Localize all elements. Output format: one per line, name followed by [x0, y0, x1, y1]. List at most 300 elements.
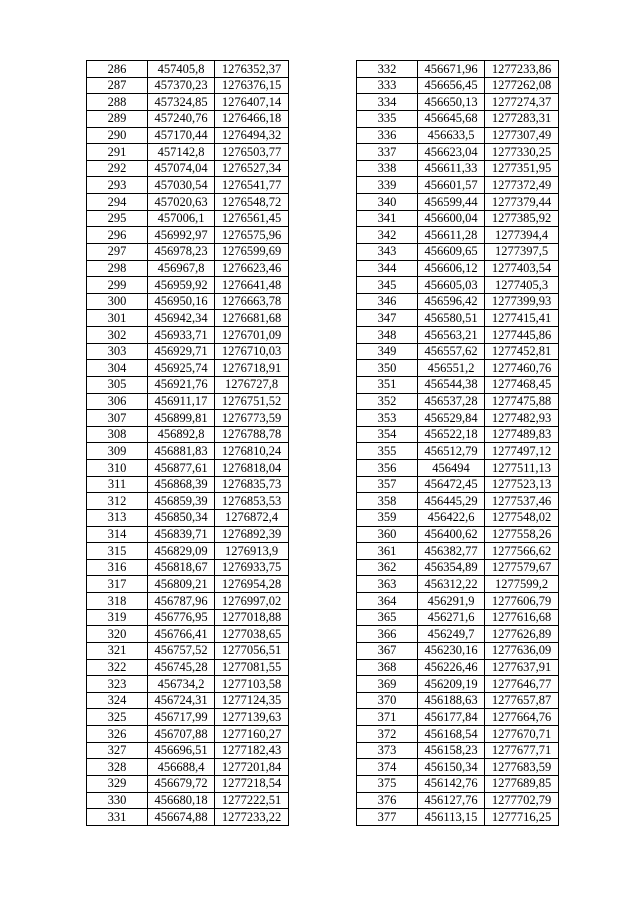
- y-coordinate-cell: 1277307,49: [485, 127, 559, 144]
- x-coordinate-cell: 456544,38: [418, 376, 485, 393]
- table-row: [357, 692, 559, 709]
- y-coordinate-cell: 1276641,48: [215, 277, 289, 294]
- table-row: [87, 593, 289, 610]
- x-coordinate-cell: 456188,63: [418, 692, 485, 709]
- table-row: [357, 676, 559, 693]
- table-row: [87, 559, 289, 576]
- x-coordinate-cell: 456291,9: [418, 593, 485, 610]
- x-coordinate-cell: 456209,19: [418, 676, 485, 693]
- point-number-cell: 319: [87, 609, 148, 626]
- table-row: [87, 509, 289, 526]
- x-coordinate-cell: 457324,85: [148, 94, 215, 111]
- y-coordinate-cell: 1277233,22: [215, 809, 289, 826]
- table-row: [87, 61, 289, 78]
- y-coordinate-cell: 1277677,71: [485, 742, 559, 759]
- y-coordinate-cell: 1277636,09: [485, 642, 559, 659]
- point-number-cell: 359: [357, 509, 418, 526]
- point-number-cell: 306: [87, 393, 148, 410]
- y-coordinate-cell: 1276376,15: [215, 77, 289, 94]
- point-number-cell: 290: [87, 127, 148, 144]
- point-number-cell: 316: [87, 559, 148, 576]
- table-row: [357, 77, 559, 94]
- table-row: [87, 792, 289, 809]
- point-number-cell: 318: [87, 593, 148, 610]
- point-number-cell: 334: [357, 94, 418, 111]
- table-row: [87, 526, 289, 543]
- y-coordinate-cell: 1277262,08: [485, 77, 559, 94]
- table-row: [357, 809, 559, 826]
- point-number-cell: 367: [357, 642, 418, 659]
- point-number-cell: 372: [357, 726, 418, 743]
- table-row: [357, 509, 559, 526]
- table-row: [87, 493, 289, 510]
- table-row: [87, 642, 289, 659]
- y-coordinate-cell: 1277379,44: [485, 194, 559, 211]
- table-row: [87, 443, 289, 460]
- point-number-cell: 365: [357, 609, 418, 626]
- x-coordinate-cell: 457006,1: [148, 210, 215, 227]
- x-coordinate-cell: 456271,6: [418, 609, 485, 626]
- point-number-cell: 286: [87, 61, 148, 78]
- point-number-cell: 370: [357, 692, 418, 709]
- x-coordinate-cell: 456950,16: [148, 293, 215, 310]
- y-coordinate-cell: 1277056,51: [215, 642, 289, 659]
- table-row: [87, 410, 289, 427]
- point-number-cell: 299: [87, 277, 148, 294]
- y-coordinate-cell: 1277548,02: [485, 509, 559, 526]
- table-row: [357, 110, 559, 127]
- table-row: [357, 642, 559, 659]
- table-row: [87, 227, 289, 244]
- y-coordinate-cell: 1276527,34: [215, 160, 289, 177]
- y-coordinate-cell: 1277394,4: [485, 227, 559, 244]
- x-coordinate-cell: 456599,44: [418, 194, 485, 211]
- x-coordinate-cell: 456230,16: [418, 642, 485, 659]
- table-row: [87, 277, 289, 294]
- table-row: [357, 376, 559, 393]
- coordinates-table-body: [87, 61, 289, 826]
- point-number-cell: 310: [87, 460, 148, 477]
- table-row: [357, 426, 559, 443]
- point-number-cell: 300: [87, 293, 148, 310]
- x-coordinate-cell: 456611,33: [418, 160, 485, 177]
- table-row: [87, 110, 289, 127]
- table-row: [357, 626, 559, 643]
- point-number-cell: 314: [87, 526, 148, 543]
- table-row: [87, 77, 289, 94]
- x-coordinate-cell: 456400,62: [418, 526, 485, 543]
- point-number-cell: 312: [87, 493, 148, 510]
- y-coordinate-cell: 1277689,85: [485, 775, 559, 792]
- table-row: [357, 726, 559, 743]
- x-coordinate-cell: 456717,99: [148, 709, 215, 726]
- x-coordinate-cell: 456850,34: [148, 509, 215, 526]
- point-number-cell: 342: [357, 227, 418, 244]
- table-row: [357, 94, 559, 111]
- table-row: [87, 726, 289, 743]
- x-coordinate-cell: 456354,89: [418, 559, 485, 576]
- table-row: [357, 493, 559, 510]
- y-coordinate-cell: 1277497,12: [485, 443, 559, 460]
- x-coordinate-cell: 456892,8: [148, 426, 215, 443]
- x-coordinate-cell: 456707,88: [148, 726, 215, 743]
- x-coordinate-cell: 456606,12: [418, 260, 485, 277]
- table-row: [87, 692, 289, 709]
- y-coordinate-cell: 1276818,04: [215, 460, 289, 477]
- point-number-cell: 293: [87, 177, 148, 194]
- table-row: [357, 709, 559, 726]
- table-row: [357, 243, 559, 260]
- table-row: [357, 410, 559, 427]
- table-row: [87, 393, 289, 410]
- x-coordinate-cell: 456745,28: [148, 659, 215, 676]
- y-coordinate-cell: 1277606,79: [485, 593, 559, 610]
- point-number-cell: 315: [87, 543, 148, 560]
- point-number-cell: 338: [357, 160, 418, 177]
- table-row: [357, 742, 559, 759]
- y-coordinate-cell: 1276710,03: [215, 343, 289, 360]
- y-coordinate-cell: 1277018,88: [215, 609, 289, 626]
- y-coordinate-cell: 1276718,91: [215, 360, 289, 377]
- table-row: [357, 194, 559, 211]
- x-coordinate-cell: 456113,15: [418, 809, 485, 826]
- point-number-cell: 374: [357, 759, 418, 776]
- y-coordinate-cell: 1277683,59: [485, 759, 559, 776]
- coordinates-table-body: [357, 61, 559, 826]
- x-coordinate-cell: 457240,76: [148, 110, 215, 127]
- x-coordinate-cell: 456158,23: [418, 742, 485, 759]
- y-coordinate-cell: 1276788,78: [215, 426, 289, 443]
- x-coordinate-cell: 456674,88: [148, 809, 215, 826]
- table-row: [357, 393, 559, 410]
- point-number-cell: 353: [357, 410, 418, 427]
- table-row: [87, 626, 289, 643]
- x-coordinate-cell: 456580,51: [418, 310, 485, 327]
- point-number-cell: 368: [357, 659, 418, 676]
- point-number-cell: 341: [357, 210, 418, 227]
- y-coordinate-cell: 1276853,53: [215, 493, 289, 510]
- y-coordinate-cell: 1277579,67: [485, 559, 559, 576]
- y-coordinate-cell: 1276954,28: [215, 576, 289, 593]
- point-number-cell: 349: [357, 343, 418, 360]
- point-number-cell: 327: [87, 742, 148, 759]
- table-row: [357, 526, 559, 543]
- y-coordinate-cell: 1276872,4: [215, 509, 289, 526]
- y-coordinate-cell: 1277664,76: [485, 709, 559, 726]
- x-coordinate-cell: 456645,68: [418, 110, 485, 127]
- y-coordinate-cell: 1276663,78: [215, 293, 289, 310]
- point-number-cell: 376: [357, 792, 418, 809]
- x-coordinate-cell: 456249,7: [418, 626, 485, 643]
- x-coordinate-cell: 456818,67: [148, 559, 215, 576]
- point-number-cell: 322: [87, 659, 148, 676]
- table-row: [357, 609, 559, 626]
- y-coordinate-cell: 1277566,62: [485, 543, 559, 560]
- point-number-cell: 305: [87, 376, 148, 393]
- y-coordinate-cell: 1276623,46: [215, 260, 289, 277]
- table-row: [87, 576, 289, 593]
- point-number-cell: 343: [357, 243, 418, 260]
- x-coordinate-cell: 456529,84: [418, 410, 485, 427]
- y-coordinate-cell: 1276466,18: [215, 110, 289, 127]
- y-coordinate-cell: 1277372,49: [485, 177, 559, 194]
- table-row: [87, 243, 289, 260]
- y-coordinate-cell: 1276575,96: [215, 227, 289, 244]
- point-number-cell: 347: [357, 310, 418, 327]
- y-coordinate-cell: 1276548,72: [215, 194, 289, 211]
- x-coordinate-cell: 456563,21: [418, 327, 485, 344]
- point-number-cell: 326: [87, 726, 148, 743]
- y-coordinate-cell: 1277405,3: [485, 277, 559, 294]
- table-row: [357, 260, 559, 277]
- x-coordinate-cell: 456312,22: [418, 576, 485, 593]
- x-coordinate-cell: 456609,65: [418, 243, 485, 260]
- y-coordinate-cell: 1277103,58: [215, 676, 289, 693]
- table-row: [357, 792, 559, 809]
- table-row: [87, 426, 289, 443]
- y-coordinate-cell: 1277460,76: [485, 360, 559, 377]
- table-row: [87, 210, 289, 227]
- table-row: [87, 609, 289, 626]
- x-coordinate-cell: 456868,39: [148, 476, 215, 493]
- x-coordinate-cell: 456881,83: [148, 443, 215, 460]
- x-coordinate-cell: 456656,45: [418, 77, 485, 94]
- table-row: [87, 659, 289, 676]
- point-number-cell: 324: [87, 692, 148, 709]
- point-number-cell: 292: [87, 160, 148, 177]
- point-number-cell: 330: [87, 792, 148, 809]
- y-coordinate-cell: 1276810,24: [215, 443, 289, 460]
- table-row: [357, 476, 559, 493]
- point-number-cell: 298: [87, 260, 148, 277]
- point-number-cell: 311: [87, 476, 148, 493]
- x-coordinate-cell: 456680,18: [148, 792, 215, 809]
- x-coordinate-cell: 456177,84: [418, 709, 485, 726]
- y-coordinate-cell: 1276727,8: [215, 376, 289, 393]
- table-row: [87, 127, 289, 144]
- table-row: [87, 94, 289, 111]
- table-row: [87, 260, 289, 277]
- point-number-cell: 333: [357, 77, 418, 94]
- x-coordinate-cell: 456992,97: [148, 227, 215, 244]
- y-coordinate-cell: 1277657,87: [485, 692, 559, 709]
- table-row: [357, 144, 559, 161]
- point-number-cell: 351: [357, 376, 418, 393]
- point-number-cell: 328: [87, 759, 148, 776]
- point-number-cell: 350: [357, 360, 418, 377]
- table-row: [357, 227, 559, 244]
- point-number-cell: 369: [357, 676, 418, 693]
- x-coordinate-cell: 456127,76: [418, 792, 485, 809]
- table-row: [357, 659, 559, 676]
- x-coordinate-cell: 456168,54: [418, 726, 485, 743]
- y-coordinate-cell: 1277182,43: [215, 742, 289, 759]
- point-number-cell: 375: [357, 775, 418, 792]
- x-coordinate-cell: 456605,03: [418, 277, 485, 294]
- x-coordinate-cell: 456142,76: [418, 775, 485, 792]
- y-coordinate-cell: 1277201,84: [215, 759, 289, 776]
- point-number-cell: 323: [87, 676, 148, 693]
- point-number-cell: 335: [357, 110, 418, 127]
- x-coordinate-cell: 456688,4: [148, 759, 215, 776]
- table-row: [357, 343, 559, 360]
- x-coordinate-cell: 456472,45: [418, 476, 485, 493]
- table-row: [87, 759, 289, 776]
- y-coordinate-cell: 1277445,86: [485, 327, 559, 344]
- table-row: [357, 775, 559, 792]
- table-row: [87, 709, 289, 726]
- y-coordinate-cell: 1277222,51: [215, 792, 289, 809]
- point-number-cell: 294: [87, 194, 148, 211]
- table-row: [87, 310, 289, 327]
- x-coordinate-cell: 456929,71: [148, 343, 215, 360]
- y-coordinate-cell: 1276701,09: [215, 327, 289, 344]
- x-coordinate-cell: 456601,57: [418, 177, 485, 194]
- table-row: [87, 160, 289, 177]
- table-row: [357, 277, 559, 294]
- point-number-cell: 352: [357, 393, 418, 410]
- table-row: [357, 160, 559, 177]
- point-number-cell: 320: [87, 626, 148, 643]
- point-number-cell: 304: [87, 360, 148, 377]
- table-row: [357, 360, 559, 377]
- point-number-cell: 291: [87, 144, 148, 161]
- point-number-cell: 325: [87, 709, 148, 726]
- point-number-cell: 377: [357, 809, 418, 826]
- table-row: [357, 210, 559, 227]
- point-number-cell: 355: [357, 443, 418, 460]
- table-row: [87, 343, 289, 360]
- x-coordinate-cell: 456633,5: [418, 127, 485, 144]
- y-coordinate-cell: 1277330,25: [485, 144, 559, 161]
- x-coordinate-cell: 456382,77: [418, 543, 485, 560]
- point-number-cell: 344: [357, 260, 418, 277]
- x-coordinate-cell: 456942,34: [148, 310, 215, 327]
- point-number-cell: 363: [357, 576, 418, 593]
- table-row: [357, 127, 559, 144]
- y-coordinate-cell: 1277511,13: [485, 460, 559, 477]
- y-coordinate-cell: 1276681,68: [215, 310, 289, 327]
- y-coordinate-cell: 1277124,35: [215, 692, 289, 709]
- point-number-cell: 354: [357, 426, 418, 443]
- y-coordinate-cell: 1276599,69: [215, 243, 289, 260]
- y-coordinate-cell: 1276773,59: [215, 410, 289, 427]
- x-coordinate-cell: 456551,2: [418, 360, 485, 377]
- table-row: [87, 775, 289, 792]
- x-coordinate-cell: 456859,39: [148, 493, 215, 510]
- table-row: [87, 327, 289, 344]
- y-coordinate-cell: 1277139,63: [215, 709, 289, 726]
- point-number-cell: 288: [87, 94, 148, 111]
- y-coordinate-cell: 1276913,9: [215, 543, 289, 560]
- x-coordinate-cell: 456422,6: [418, 509, 485, 526]
- x-coordinate-cell: 456899,81: [148, 410, 215, 427]
- table-row: [357, 759, 559, 776]
- y-coordinate-cell: 1277616,68: [485, 609, 559, 626]
- y-coordinate-cell: 1277081,55: [215, 659, 289, 676]
- y-coordinate-cell: 1277218,54: [215, 775, 289, 792]
- x-coordinate-cell: 456787,96: [148, 593, 215, 610]
- point-number-cell: 287: [87, 77, 148, 94]
- coordinates-table-left: [86, 60, 289, 826]
- y-coordinate-cell: 1277452,81: [485, 343, 559, 360]
- point-number-cell: 331: [87, 809, 148, 826]
- point-number-cell: 289: [87, 110, 148, 127]
- point-number-cell: 340: [357, 194, 418, 211]
- point-number-cell: 337: [357, 144, 418, 161]
- point-number-cell: 309: [87, 443, 148, 460]
- table-row: [357, 327, 559, 344]
- table-row: [357, 293, 559, 310]
- x-coordinate-cell: 457142,8: [148, 144, 215, 161]
- point-number-cell: 371: [357, 709, 418, 726]
- x-coordinate-cell: 456226,46: [418, 659, 485, 676]
- point-number-cell: 358: [357, 493, 418, 510]
- y-coordinate-cell: 1277646,77: [485, 676, 559, 693]
- x-coordinate-cell: 456600,04: [418, 210, 485, 227]
- y-coordinate-cell: 1277385,92: [485, 210, 559, 227]
- x-coordinate-cell: 456809,21: [148, 576, 215, 593]
- x-coordinate-cell: 456839,71: [148, 526, 215, 543]
- table-row: [357, 310, 559, 327]
- table-row: [357, 61, 559, 78]
- point-number-cell: 373: [357, 742, 418, 759]
- x-coordinate-cell: 456150,34: [418, 759, 485, 776]
- y-coordinate-cell: 1276541,77: [215, 177, 289, 194]
- table-row: [357, 576, 559, 593]
- table-row: [357, 543, 559, 560]
- point-number-cell: 348: [357, 327, 418, 344]
- point-number-cell: 332: [357, 61, 418, 78]
- x-coordinate-cell: 456911,17: [148, 393, 215, 410]
- y-coordinate-cell: 1277482,93: [485, 410, 559, 427]
- point-number-cell: 361: [357, 543, 418, 560]
- point-number-cell: 297: [87, 243, 148, 260]
- table-row: [357, 460, 559, 477]
- table-row: [87, 543, 289, 560]
- point-number-cell: 336: [357, 127, 418, 144]
- point-number-cell: 307: [87, 410, 148, 427]
- table-row: [357, 593, 559, 610]
- x-coordinate-cell: 456757,52: [148, 642, 215, 659]
- y-coordinate-cell: 1277397,5: [485, 243, 559, 260]
- table-row: [357, 559, 559, 576]
- x-coordinate-cell: 456978,23: [148, 243, 215, 260]
- y-coordinate-cell: 1276892,39: [215, 526, 289, 543]
- table-row: [87, 476, 289, 493]
- x-coordinate-cell: 456829,09: [148, 543, 215, 560]
- table-row: [87, 742, 289, 759]
- x-coordinate-cell: 456512,79: [418, 443, 485, 460]
- y-coordinate-cell: 1276503,77: [215, 144, 289, 161]
- x-coordinate-cell: 457405,8: [148, 61, 215, 78]
- y-coordinate-cell: 1277038,65: [215, 626, 289, 643]
- point-number-cell: 295: [87, 210, 148, 227]
- y-coordinate-cell: 1277468,45: [485, 376, 559, 393]
- point-number-cell: 364: [357, 593, 418, 610]
- point-number-cell: 346: [357, 293, 418, 310]
- y-coordinate-cell: 1276407,14: [215, 94, 289, 111]
- table-row: [87, 293, 289, 310]
- x-coordinate-cell: 456557,62: [418, 343, 485, 360]
- x-coordinate-cell: 456537,28: [418, 393, 485, 410]
- x-coordinate-cell: 457370,23: [148, 77, 215, 94]
- y-coordinate-cell: 1276933,75: [215, 559, 289, 576]
- point-number-cell: 345: [357, 277, 418, 294]
- point-number-cell: 308: [87, 426, 148, 443]
- y-coordinate-cell: 1277716,25: [485, 809, 559, 826]
- x-coordinate-cell: 456921,76: [148, 376, 215, 393]
